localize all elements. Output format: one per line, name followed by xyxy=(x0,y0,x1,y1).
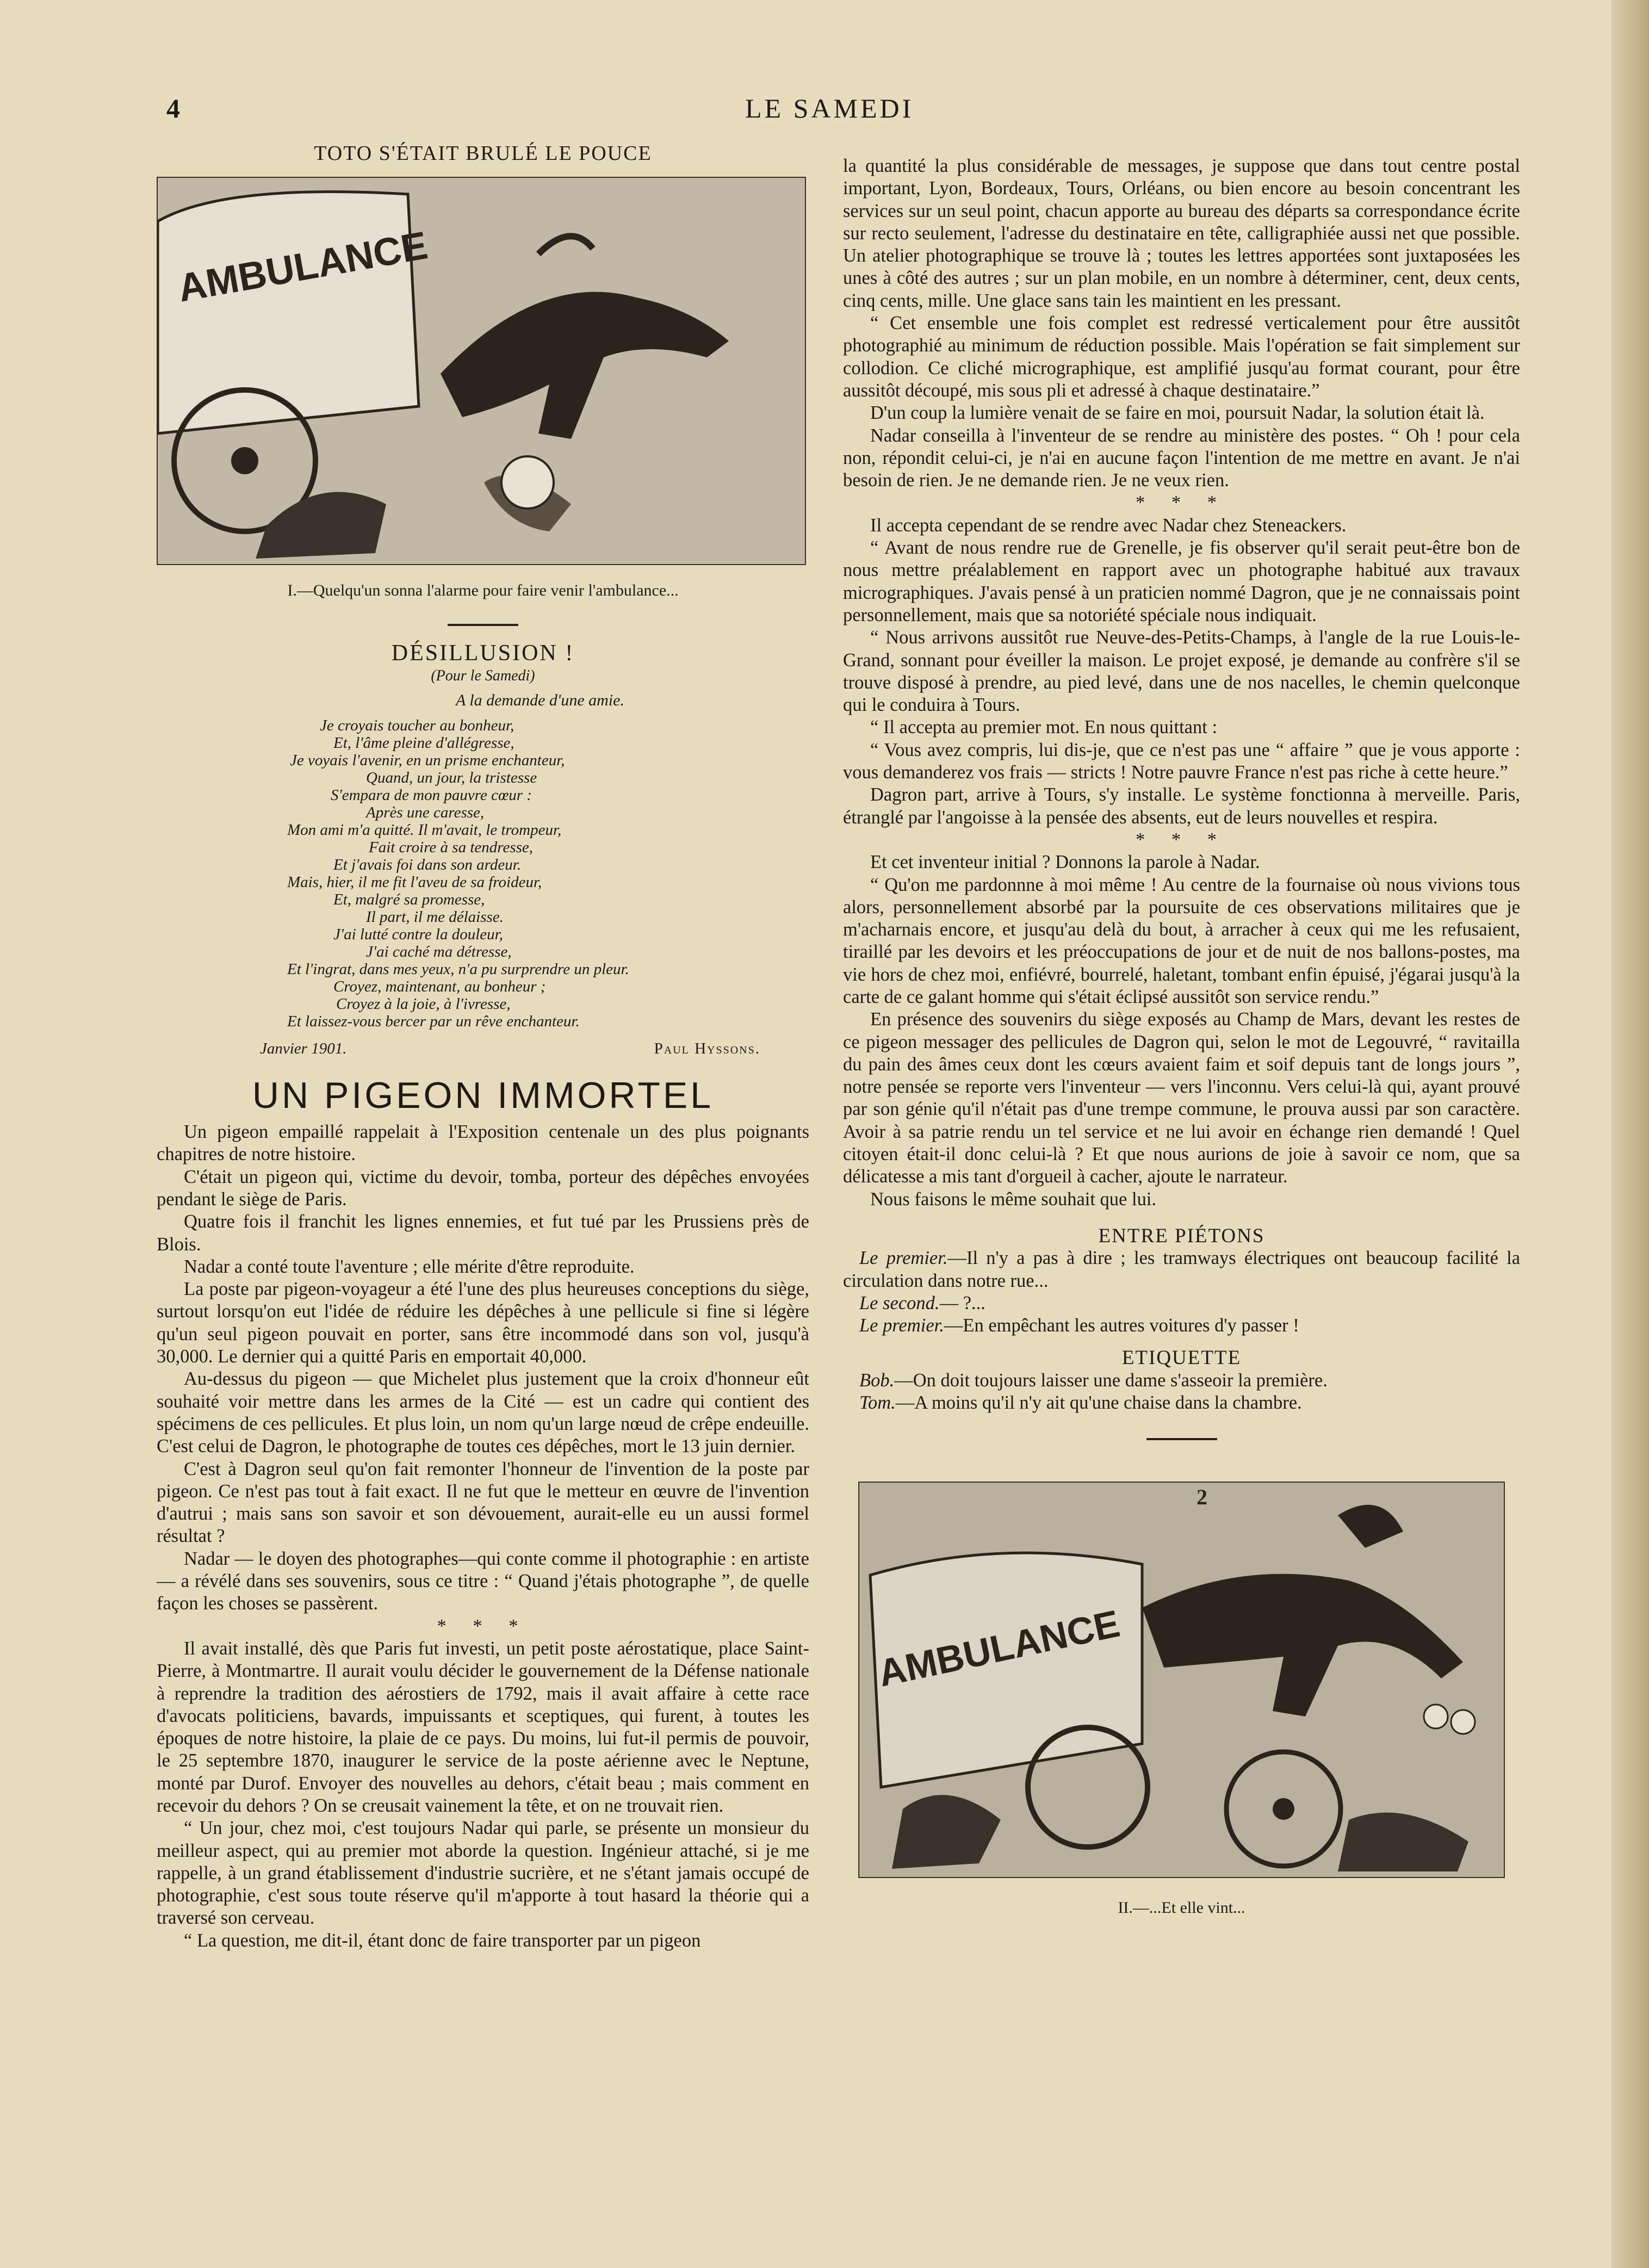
poem-dedication: A la demande d'une amie. xyxy=(456,691,624,710)
poem-line: J'ai lutté contre la douleur, xyxy=(333,926,503,944)
article-paragraph: Nadar a conté toute l'aventure ; elle mérite d'être reproduite. xyxy=(184,1256,635,1277)
poem-date: Janvier 1901. xyxy=(260,1040,347,1058)
article-paragraph: Nous faisons le même souhait que lui. xyxy=(870,1188,1157,1210)
section-stars: * * * xyxy=(1136,829,1228,850)
poem-line: Croyez, maintenant, au bonheur ; xyxy=(333,978,546,996)
poem-line: Fait croire à sa tendresse, xyxy=(369,839,534,857)
poem-line: Mais, hier, il me fit l'aveu de sa froideur, xyxy=(287,873,542,891)
article-paragraph: “ Un jour, chez moi, c'est toujours Nadar qui parle, se présente un monsieur du meilleur aspect, qui au premier mot aborde la question. Ingénieur attaché, si je me rappelle, à un grand établissement d'industrie sucrière, et ne s'étant jamais occupé de photographie, c'est sous toute réserve qu'il m'apporte à tout hasard la théorie qui a traversé son cerveau. xyxy=(157,1818,809,1929)
article-paragraph: Il accepta cependant de se rendre avec Nadar chez Steneackers. xyxy=(870,515,1347,536)
cartoon-title: TOTO S'ÉTAIT BRULÉ LE POUCE xyxy=(314,142,652,165)
section-stars: * * * xyxy=(1136,492,1228,513)
poem-line: J'ai caché ma détresse, xyxy=(366,943,512,961)
joke-line xyxy=(843,1392,1520,1414)
poem-line: S'empara de mon pauvre cœur : xyxy=(331,786,532,804)
article-paragraph: C'était un pigeon qui, victime du devoir, tomba, porteur des dépêches envoyées pendant le siège de Paris. xyxy=(157,1166,809,1210)
right-column xyxy=(843,155,1520,1919)
joke-title: ETIQUETTE xyxy=(1121,1347,1242,1370)
section-stars: * * * xyxy=(437,1615,529,1637)
joke-text: —On doit toujours laisser une dame s'asseoir la première. xyxy=(894,1370,1328,1391)
article-paragraph: Nadar conseilla à l'inventeur de se rendre au ministère des postes. “ Oh ! pour cela non, répondit celui-ci, je n'ai en aucune façon l'intention de me mettre en avant. Je n'ai besoin de rien. Je ne demande rien. Je ne veux rien. xyxy=(843,425,1520,491)
joke-text: —A moins qu'il n'y ait qu'une chaise dans la chambre. xyxy=(895,1392,1302,1414)
article-paragraph: “ Avant de nous rendre rue de Grenelle, je fis observer qu'il serait peut-être bon de nous mettre préalablement en rapport avec un photographe habitué aux travaux micrographiques. J'avais pensé à un praticien nommé Dagron, que je ne connaissais point personnellement, mais que sa notoriété spéciale nous indiquait. xyxy=(843,537,1520,625)
article-paragraph: La poste par pigeon-voyageur a été l'une des plus heureuses conceptions du siège, surtout lorsqu'on eut l'idée de réduire les dépêches à une pellicule si fine si légère qu'un seul pigeon pouvait en porter, sans être incommodé dans son vol, jusqu'à 30,000. Le dernier qui a quitté Paris en emportait 40,000. xyxy=(157,1279,809,1367)
article-headline: UN PIGEON IMMORTEL xyxy=(252,1074,714,1116)
masthead: LE SAMEDI xyxy=(745,93,914,123)
poem-line: Quand, un jour, la tristesse xyxy=(366,769,537,787)
joke-speaker: Le premier. xyxy=(859,1315,944,1336)
poem-line: Mon ami m'a quitté. Il m'avait, le trompeur, xyxy=(287,821,562,839)
article-paragraph: “ Nous arrivons aussitôt rue Neuve-des-Petits-Champs, à l'angle de la rue Louis-le-Grand, sonnant pour éveiller la maison. Le projet exposé, je demande au confrère s'il se trouve disposé à prendre, au pied levé, dans une de nos nacelles, le chemin quelconque qui le conduira à Tours. xyxy=(843,627,1520,716)
section-divider xyxy=(448,624,518,626)
poem-author: Paul Hyssons. xyxy=(654,1040,760,1058)
ambulance-sign-1: AMBULANCE xyxy=(175,224,431,311)
poem-line: Et, l'âme pleine d'allégresse, xyxy=(333,734,514,752)
joke-title: ENTRE PIÉTONS xyxy=(1098,1224,1265,1247)
poem-line: Après une caresse, xyxy=(366,804,485,822)
article-paragraph: “ La question, me dit-il, étant donc de faire transporter par un pigeon xyxy=(184,1930,701,1951)
cartoon-figure-1 xyxy=(157,177,806,565)
poem-line: Il part, il me délaisse. xyxy=(366,908,504,926)
page-number: 4 xyxy=(166,93,180,123)
article-paragraph: C'est à Dagron seul qu'on fait remonter l'honneur de l'invention de la poste par pigeon. Ce n'est pas tout à fait exact. Il ne fut que le metteur en œuvre de l'invention d'autrui ; mais sans son savoir et son dévouement, aurait-elle eu un aussi formel résultat ? xyxy=(157,1458,809,1547)
cartoon-figure-2 xyxy=(858,1482,1505,1878)
joke-speaker: Le second. xyxy=(859,1292,940,1313)
joke-line xyxy=(843,1370,1520,1392)
joke-speaker: Bob. xyxy=(859,1370,895,1391)
poem-line: Et laissez-vous bercer par un rêve enchanteur. xyxy=(287,1013,580,1031)
article-paragraph: Et cet inventeur initial ? Donnons la parole à Nadar. xyxy=(870,852,1260,873)
section-divider xyxy=(1146,1438,1217,1440)
article-paragraph: “ Vous avez compris, lui dis-je, que ce n'est pas une “ affaire ” que je vous apporte : vous demanderez vos frais — stricts ! Notre pauvre France n'est pas riche à cette heure.” xyxy=(843,739,1520,783)
joke-text: — ?... xyxy=(939,1292,985,1313)
joke-speaker: Tom. xyxy=(859,1392,896,1414)
poem-line: Croyez à la joie, à l'ivresse, xyxy=(336,995,511,1013)
article-paragraph: Nadar — le doyen des photographes—qui conte comme il photographie : en artiste — a révélé dans ses souvenirs, sous ce titre : “ Quand j'étais photographe ”, de quelle façon les choses se passèrent. xyxy=(157,1548,809,1614)
ambulance-illustration-2 xyxy=(859,1483,1504,1877)
poem-line: Et j'avais foi dans son ardeur. xyxy=(333,856,522,874)
poem-line: Je voyais l'avenir, en un prisme enchanteur, xyxy=(290,752,565,770)
article-paragraph: Au-dessus du pigeon — que Michelet plus justement que la croix d'honneur eût souhaité voir mettre dans les armes de la Cité — est un cadre qui contient des spécimens de ces pellicules. Et plus loin, un nom qu'un large nœud de crêpe endeuille. C'est celui de Dagron, le photographe de toutes ces dépêches, mort le 13 juin dernier. xyxy=(157,1368,809,1457)
article-paragraph: “ Cet ensemble une fois complet est redressé verticalement pour être aussitôt photographié au minimum de réduction possible. Mais l'opération se fait simplement sur collodion. Ce cliché micrographique, est amplifié jusqu'au format courant, pour être aussitôt découpé, mis sous pli et adressé à chaque destinataire.” xyxy=(843,313,1520,401)
joke-line xyxy=(843,1315,1520,1337)
article-paragraph: Un pigeon empaillé rappelait à l'Exposition centenale un des plus poignants chapitres de notre histoire. xyxy=(157,1121,809,1165)
joke-text: —Il n'y a pas à dire ; les tramways électriques ont beaucoup facilité la circulation dans notre rue... xyxy=(843,1248,1521,1291)
poem-byline: (Pour le Samedi) xyxy=(431,667,535,684)
article-paragraph: “ Il accepta au premier mot. En nous quittant : xyxy=(870,717,1218,738)
joke-line xyxy=(843,1247,1520,1292)
article-paragraph: Quatre fois il franchit les lignes ennemies, et fut tué par les Prussiens près de Blois. xyxy=(157,1211,809,1255)
poem-title: DÉSILLUSION ! xyxy=(391,640,575,666)
joke-text: —En empêchant les autres voitures d'y passer ! xyxy=(944,1315,1299,1336)
poem-line: Et, malgré sa promesse, xyxy=(333,891,485,909)
article-paragraph: En présence des souvenirs du siège exposés au Champ de Mars, devant les restes de ce pigeon messager des pellicules de Dagron qui, selon le mot de Legouvré, “ ravitailla du pain des âmes ceux dont les cœurs avaient faim et soif depuis tant de longs jours ”, notre pensée se reporte vers l'inventeur — vers l'inconnu. Vers celui-là qui, ayant prouvé par son génie qu'il n'était pas d'une trempe commune, le prouva aussi par son caractère. Avoir à sa patrie rendu un tel service et ne lui avoir en échange rien demandé ! Quel citoyen était-il donc celui-là ? Et que nous aurions de joie à savoir ce nom, que sa délicatesse a mis tant d'orgueil à cacher, ajoute le narrateur. xyxy=(843,1009,1520,1187)
article-paragraph: “ Qu'on me pardonnne à moi même ! Au centre de la fournaise où nous vivions tous alors, personnellement absorbé par la poursuite de ces observations militaires que je m'acharnais encore, et jusqu'au delà du bout, à arracher à ceux qui me les refusaient, tiraillé par les devoirs et les préoccupations de jour et de nuit de nos ballons-postes, ma vie hors de chez moi, enfiévré, bourrelé, haletant, tombant enfin épuisé, j'égarai jusqu'à la carte de ce galant homme qui s'était éclipsé aussitôt son service rendu.” xyxy=(843,874,1520,1007)
poem-line: Et l'ingrat, dans mes yeux, n'a pu surprendre un pleur. xyxy=(287,961,629,978)
figure-2-number: 2 xyxy=(1197,1485,1207,1510)
article-paragraph: D'un coup la lumière venait de se faire en moi, poursuit Nadar, la solution était là. xyxy=(870,402,1485,424)
joke-speaker: Le premier. xyxy=(859,1248,948,1269)
article-paragraph: Il avait installé, dès que Paris fut investi, un petit poste aérostatique, place Saint-Pierre, à Montmartre. Il aurait voulu décider le gouvernement de la Défense nationale à reprendre la tradition des aérostiers de 1792, mais il avait affaire à cette race d'avocats politiciens, bavards, impuissants et sceptiques, qui furent, à toutes les époques de notre histoire, la plaie de ce pays. Du moins, lui fut-il permis de pouvoir, le 25 septembre 1870, inaugurer le service de la poste aérienne avec le Neptune, monté par Durof. Envoyer des nouvelles au dehors, c'était beau ; mais comment en recevoir du dehors ? On se creusait vainement la tête, et on ne trouvait rien. xyxy=(157,1638,809,1816)
article-paragraph: la quantité la plus considérable de messages, je suppose que dans tout centre postal important, Lyon, Bordeaux, Tours, Orléans, ou bien encore au besoin concentrant les services sur un seul point, chacun apporte au bureau des départs sa correspondance écrite sur recto seulement, l'adresse du destinataire en tête, calligraphiée aussi net que possible. Un atelier photographique se trouve là ; toutes les lettres apportées sont juxtaposées les unes à côté des autres ; sur un plan mobile, en un nombre à déterminer, cent, deux cents, cinq cents, mille. Une glace sans tain les maintient en les pressant. xyxy=(843,156,1520,311)
page-edge xyxy=(1611,0,1649,2268)
poem-line: Je croyais toucher au bonheur, xyxy=(320,717,514,735)
figure-1-caption: I.—Quelqu'un sonna l'alarme pour faire venir l'ambulance... xyxy=(287,581,679,600)
joke-line xyxy=(843,1292,1520,1315)
poem-body xyxy=(157,717,809,1030)
left-column xyxy=(157,142,809,1952)
figure-2-caption: II.—...Et elle vint... xyxy=(1118,1899,1245,1917)
ambulance-illustration-1 xyxy=(158,178,805,564)
poem-signature xyxy=(157,1038,809,1060)
article-paragraph: Dagron part, arrive à Tours, s'y installe. Le système fonctionna à merveille. Paris, étranglé par l'angoisse à la pensée des absents, eut de leurs nouvelles et respira. xyxy=(843,784,1520,828)
ambulance-sign-2: AMBULANCE xyxy=(874,1602,1124,1695)
